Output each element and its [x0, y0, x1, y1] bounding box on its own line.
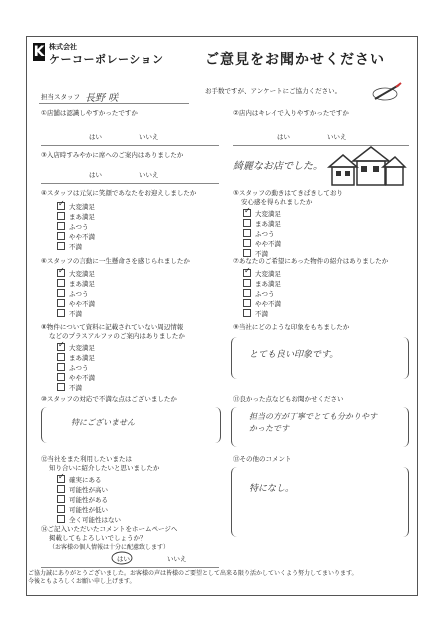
q7-option[interactable]: ふつう	[243, 289, 281, 299]
footer	[28, 570, 358, 586]
q11-answer: 担当の方が丁寧でとても分かりやすかったです	[249, 412, 377, 433]
checkbox-icon[interactable]	[243, 279, 251, 287]
q7-option[interactable]: 不満	[243, 309, 281, 319]
q9-text: ⑨当社にどのような印象をもちましたか	[233, 323, 350, 331]
q1-text: ①店舗は認識しやすかったですか	[41, 109, 138, 117]
company-sub: 株式会社	[49, 43, 77, 51]
checkbox-icon[interactable]	[57, 299, 65, 307]
q6-option[interactable]: 不満	[57, 309, 95, 319]
checkbox-icon[interactable]	[57, 353, 65, 361]
q12-option[interactable]: 全く可能性はない	[57, 515, 121, 525]
q4-option[interactable]: ✓大変満足	[57, 202, 95, 212]
q12-option[interactable]: ✓確実にある	[57, 475, 121, 485]
q8-option[interactable]: まあ満足	[57, 353, 95, 363]
checkbox-icon[interactable]	[57, 505, 65, 513]
checkbox-checked-icon[interactable]	[243, 209, 251, 217]
pen-icon	[367, 81, 407, 105]
q6-options	[57, 269, 95, 319]
q8-option[interactable]: やや不満	[57, 373, 95, 383]
q3-text: ③入店時すみやかに席へのご案内はありましたか	[41, 151, 184, 159]
circle-mark-icon	[111, 551, 133, 565]
q13-answer: 特になし。	[249, 484, 295, 494]
survey-sheet	[26, 36, 418, 596]
q6-option[interactable]: ✓大変満足	[57, 269, 95, 279]
footer-line1: ご協力誠にありがとうございました。お客様の声は皆様のご要望として出来る限り活かしていくよう努力してまいります。	[28, 570, 358, 577]
q3-yes[interactable]: はい	[89, 171, 102, 179]
q8-option[interactable]: 不満	[57, 383, 95, 393]
q4-option[interactable]: まあ満足	[57, 212, 95, 222]
intro-text: お手数ですが、アンケートにご協力ください。	[205, 87, 342, 95]
q8-option[interactable]: ふつう	[57, 363, 95, 373]
q2-handwritten-answer: 綺麗なお店でした。	[233, 161, 323, 172]
q12-text: ⑫当社をまた利用したいまたは	[41, 455, 132, 463]
q14-text3: （お客様の個人情報は十分に配慮致します）	[49, 544, 170, 551]
company-logo-mark: K	[33, 44, 45, 60]
q5-option[interactable]: 不満	[243, 249, 281, 259]
checkbox-icon[interactable]	[243, 249, 251, 257]
checkbox-checked-icon[interactable]	[243, 269, 251, 277]
q4-option[interactable]: 不満	[57, 242, 95, 252]
q6-option[interactable]: やや不満	[57, 299, 95, 309]
q5-option[interactable]: まあ満足	[243, 219, 281, 229]
checkbox-icon[interactable]	[57, 515, 65, 523]
q12-option[interactable]: 可能性がある	[57, 495, 121, 505]
q2-yes[interactable]: はい	[277, 133, 290, 141]
q2-text: ②店内はキレイで入りやすかったですか	[233, 109, 349, 117]
checkbox-icon[interactable]	[57, 363, 65, 371]
q9-answer: とても良い印象です。	[249, 350, 339, 360]
q2-no[interactable]: いいえ	[327, 133, 347, 141]
checkbox-checked-icon[interactable]	[57, 475, 65, 483]
q4-options	[57, 202, 95, 252]
checkbox-icon[interactable]	[243, 239, 251, 247]
q11-text: ⑪良かった点などもお聞かせください	[233, 395, 344, 403]
footer-line2: 今後ともよろしくお願い申し上げます。	[28, 578, 136, 585]
q12-text2: 知り合いに紹介したいと思いましたか	[49, 464, 160, 472]
q5-text2: 安心感を得られましたか	[241, 198, 313, 206]
checkbox-icon[interactable]	[57, 222, 65, 230]
q14-text: ⑭ご記入いただいたコメントをホームページへ	[41, 525, 178, 533]
q4-option[interactable]: やや不満	[57, 232, 95, 242]
checkbox-icon[interactable]	[57, 289, 65, 297]
checkbox-icon[interactable]	[57, 485, 65, 493]
q7-option[interactable]: ✓大変満足	[243, 269, 281, 279]
q5-text: ⑤スタッフの動きはてきぱきしており	[233, 189, 343, 197]
houses-illustration	[325, 145, 407, 189]
q10-text: ⑩スタッフの対応で不満な点はございましたか	[41, 395, 177, 403]
checkbox-icon[interactable]	[243, 229, 251, 237]
q13-answer-box[interactable]	[231, 467, 409, 537]
company-name: ケーコーポレーション	[49, 53, 164, 66]
checkbox-icon[interactable]	[57, 232, 65, 240]
checkbox-checked-icon[interactable]	[57, 269, 65, 277]
staff-label: 担当スタッフ	[41, 93, 80, 101]
q6-option[interactable]: ふつう	[57, 289, 95, 299]
checkbox-checked-icon[interactable]	[57, 343, 65, 351]
q6-text: ⑥スタッフの言動に一生懸命さを感じられましたか	[41, 257, 190, 265]
checkbox-icon[interactable]	[57, 309, 65, 317]
checkbox-icon[interactable]	[57, 212, 65, 220]
q1-no[interactable]: いいえ	[139, 133, 159, 141]
q4-text: ④スタッフは元気に笑顔であなたをお迎えしましたか	[41, 189, 197, 197]
q10-answer: 特にございません	[71, 418, 135, 427]
q14-text2: 掲載してもよろしいでしょうか？	[49, 534, 147, 542]
checkbox-icon[interactable]	[57, 242, 65, 250]
staff-name: 長野 咲	[85, 93, 119, 104]
q8-options	[57, 343, 95, 393]
checkbox-icon[interactable]	[243, 219, 251, 227]
checkbox-icon[interactable]	[57, 495, 65, 503]
q12-options	[57, 475, 121, 525]
q14-yes[interactable]: はい	[117, 555, 130, 563]
q12-option[interactable]: 可能性が低い	[57, 505, 121, 515]
q4-option[interactable]: ふつう	[57, 222, 95, 232]
checkbox-icon[interactable]	[57, 373, 65, 381]
q14-no[interactable]: いいえ	[167, 555, 187, 563]
q1-yes[interactable]: はい	[89, 133, 102, 141]
q12-option[interactable]: 可能性が高い	[57, 485, 121, 495]
checkbox-icon[interactable]	[243, 289, 251, 297]
q8-text2: などのプラスアルファのご案内はありましたか	[49, 332, 185, 340]
q5-options	[243, 209, 281, 259]
checkbox-icon[interactable]	[243, 309, 251, 317]
q7-option[interactable]: やや不満	[243, 299, 281, 309]
q3-no[interactable]: いいえ	[139, 171, 159, 179]
checkbox-checked-icon[interactable]	[57, 202, 65, 210]
page-title: ご意見をお聞かせください	[205, 52, 385, 68]
q5-option[interactable]: ふつう	[243, 229, 281, 239]
q5-option[interactable]: やや不満	[243, 239, 281, 249]
q8-text: ⑧物件について資料に記載されていない周辺情報	[41, 323, 184, 331]
q5-option[interactable]: ✓大変満足	[243, 209, 281, 219]
q7-text: ⑦あなたのご希望にあった物件の紹介はありましたか	[233, 257, 389, 265]
q8-option[interactable]: ✓大変満足	[57, 343, 95, 353]
q6-option[interactable]: まあ満足	[57, 279, 95, 289]
checkbox-icon[interactable]	[57, 383, 65, 391]
q7-options	[243, 269, 281, 319]
checkbox-icon[interactable]	[243, 299, 251, 307]
checkbox-icon[interactable]	[57, 279, 65, 287]
q13-text: ⑬その他のコメント	[233, 455, 292, 463]
q7-option[interactable]: まあ満足	[243, 279, 281, 289]
